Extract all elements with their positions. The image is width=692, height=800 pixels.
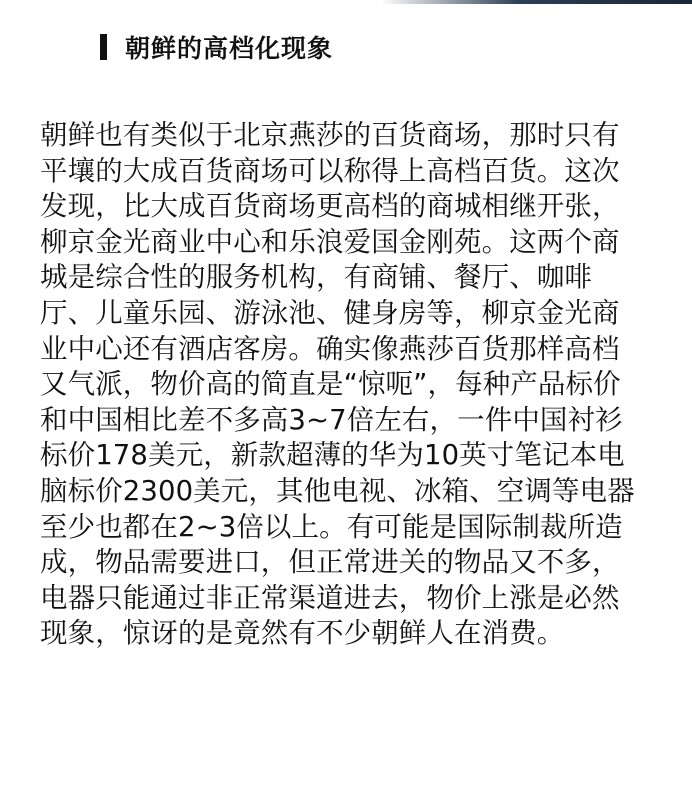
section-heading [100, 30, 333, 64]
article-line: 成，物品需要进口，但正常进关的物品又不多， [40, 546, 620, 579]
article-line: 厅、儿童乐园、游泳池、健身房等，柳京金光商 [40, 296, 620, 329]
top-decorative-strip [0, 0, 692, 4]
article-line: 平壤的大成百货商场可以称得上高档百货。这次 [40, 154, 620, 187]
article-line: 电器只能通过非正常渠道进去，物价上涨是必然 [40, 581, 620, 614]
article-line: 城是综合性的服务机构，有商铺、餐厅、咖啡 [40, 261, 592, 294]
section-title: 朝鲜的高档化现象 [125, 34, 334, 63]
article-body [40, 118, 685, 652]
article-line: 业中心还有酒店客房。确实像燕莎百货那样高档 [40, 332, 620, 365]
article-line: 现象，惊讶的是竟然有不少朝鲜人在消费。 [40, 617, 565, 650]
article-line: 发现，比大成百货商场更高档的商城相继开张， [40, 190, 620, 223]
article-line: 至少也都在2~3倍以上。有可能是国际制裁所造 [40, 510, 623, 543]
article-line: 和中国相比差不多高3~7倍左右，一件中国衬衫 [40, 403, 623, 436]
heading-marker-bar [100, 34, 107, 60]
article-line: 脑标价2300美元，其他电视、冰箱、空调等电器 [40, 474, 635, 507]
article-line: 标价178美元，新款超薄的华为10英寸笔记本电 [40, 439, 625, 472]
article-line: 柳京金光商业中心和乐浪爱国金刚苑。这两个商 [40, 225, 620, 258]
article-line: 朝鲜也有类似于北京燕莎的百货商场，那时只有 [40, 119, 620, 151]
article-line: 又气派，物价高的简直是“惊呃”，每种产品标价 [40, 368, 621, 401]
